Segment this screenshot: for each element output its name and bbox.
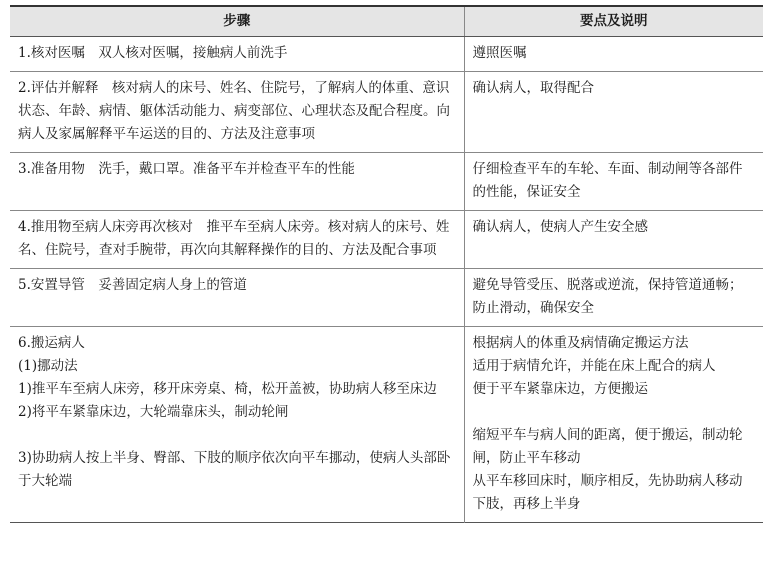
table-row	[10, 37, 763, 72]
note-cell: 仔细检查平车的车轮、车面、制动闸等各部件的性能，保证安全	[472, 161, 743, 200]
sub-step-1: 1)推平车至病人床旁，移开床旁桌、椅，松开盖被，协助病人移至床边	[18, 381, 437, 397]
step-cell: 3.准备用物 洗手，戴口罩。准备平车并检查平车的性能	[10, 153, 464, 211]
note-applicable: 适用于病情允许，并能在床上配合的病人	[472, 358, 716, 374]
table-row	[10, 153, 763, 211]
step-cell: 1.核对医嘱 双人核对医嘱，接触病人前洗手	[10, 37, 464, 72]
table-row	[10, 72, 763, 153]
step-cell: 5.安置导管 妥善固定病人身上的管道	[10, 269, 464, 327]
spacer	[18, 424, 454, 447]
step-title: 6.搬运病人	[18, 335, 85, 351]
column-header-step: 步骤	[10, 6, 464, 37]
spacer	[473, 401, 754, 424]
procedure-table	[10, 5, 763, 523]
note-cell: 避免导管受压、脱落或逆流，保持管道通畅；防止滑动，确保安全	[472, 277, 743, 316]
table-row-transport	[10, 327, 763, 523]
note-cell-transport	[464, 327, 763, 523]
step-cell: 4.推用物至病人床旁再次核对 推平车至病人床旁。核对病人的床号、姓名、住院号，查对手腕带，再次向其解释操作的目的、方法及配合事项	[10, 211, 464, 269]
note-cell: 遵照医嘱	[472, 45, 527, 61]
sub-step-3: 3)协助病人按上半身、臀部、下肢的顺序依次向平车挪动，使病人头部卧于大轮端	[18, 450, 451, 489]
column-header-note: 要点及说明	[464, 6, 763, 37]
method-heading: (1)挪动法	[18, 358, 78, 374]
table-row	[10, 211, 763, 269]
step-cell-transport	[10, 327, 464, 523]
step-cell: 2.评估并解释 核对病人的床号、姓名、住院号，了解病人的体重、意识状态、年龄、病情、躯体活动能力、病变部位、心理状态及配合程度。向病人及家属解释平车运送的目的、方法及注意事项	[10, 72, 464, 153]
table-header-row	[10, 6, 763, 37]
note-cell: 确认病人，取得配合	[472, 80, 594, 96]
note-shorten-distance: 缩短平车与病人间的距离，便于搬运，制动轮闸，防止平车移动	[472, 427, 743, 466]
sub-step-2: 2)将平车紧靠床边，大轮端靠床头，制动轮闸	[18, 404, 289, 420]
note-cell: 确认病人，使病人产生安全感	[472, 219, 648, 235]
note-reverse-order: 从平车移回床时，顺序相反，先协助病人移动下肢，再移上半身	[472, 473, 743, 512]
table-row	[10, 269, 763, 327]
note-method-choice: 根据病人的体重及病情确定搬运方法	[472, 335, 689, 351]
note-close-to-bed: 便于平车紧靠床边，方便搬运	[472, 381, 648, 397]
